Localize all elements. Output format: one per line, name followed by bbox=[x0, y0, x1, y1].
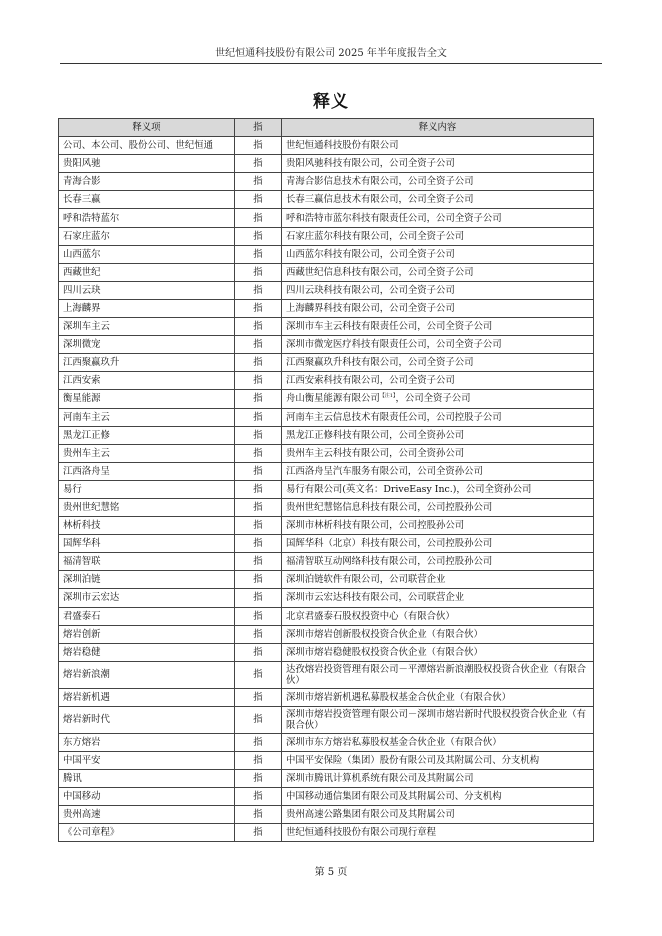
table-row bbox=[59, 661, 594, 688]
refer-cell: 指 bbox=[235, 281, 282, 299]
table-row bbox=[59, 426, 594, 444]
table-row bbox=[59, 372, 594, 390]
refer-cell: 指 bbox=[235, 788, 282, 806]
refer-cell: 指 bbox=[235, 390, 282, 408]
glossary-table bbox=[58, 118, 594, 842]
table-row bbox=[59, 788, 594, 806]
refer-cell: 指 bbox=[235, 173, 282, 191]
description-cell: 黑龙江正修科技有限公司，公司全资孙公司 bbox=[282, 426, 594, 444]
refer-cell: 指 bbox=[235, 806, 282, 824]
description-cell: 石家庄蓝尔科技有限公司，公司全资子公司 bbox=[282, 227, 594, 245]
table-row bbox=[59, 299, 594, 317]
refer-cell: 指 bbox=[235, 318, 282, 336]
term-cell: 深圳车主云 bbox=[59, 318, 235, 336]
table-row bbox=[59, 245, 594, 263]
table-row bbox=[59, 688, 594, 706]
table-row bbox=[59, 408, 594, 426]
table-row bbox=[59, 155, 594, 173]
table-row bbox=[59, 354, 594, 372]
table-row bbox=[59, 770, 594, 788]
description-cell: 深圳市微宠医疗科技有限责任公司，公司全资子公司 bbox=[282, 336, 594, 354]
description-cell: 贵阳风驰科技有限公司，公司全资子公司 bbox=[282, 155, 594, 173]
description-cell: 西藏世纪信息科技有限公司，公司全资子公司 bbox=[282, 263, 594, 281]
description-cell: 贵州世纪慧铭信息科技有限公司，公司控股孙公司 bbox=[282, 498, 594, 516]
refer-cell: 指 bbox=[235, 498, 282, 516]
refer-cell: 指 bbox=[235, 354, 282, 372]
column-header-term: 释义项 bbox=[59, 119, 235, 137]
refer-cell: 指 bbox=[235, 770, 282, 788]
term-cell: 易行 bbox=[59, 480, 235, 498]
refer-cell: 指 bbox=[235, 137, 282, 155]
description-cell: 国辉华科（北京）科技有限公司，公司控股孙公司 bbox=[282, 535, 594, 553]
column-header-desc: 释义内容 bbox=[282, 119, 594, 137]
description-cell: 北京君盛泰石股权投资中心（有限合伙） bbox=[282, 607, 594, 625]
refer-cell: 指 bbox=[235, 571, 282, 589]
table-row bbox=[59, 498, 594, 516]
term-cell: 腾讯 bbox=[59, 770, 235, 788]
description-cell: 易行有限公司(英文名：DriveEasy Inc.)，公司全资孙公司 bbox=[282, 480, 594, 498]
table-row bbox=[59, 607, 594, 625]
term-cell: 熔岩新时代 bbox=[59, 706, 235, 733]
term-cell: 上海麟界 bbox=[59, 299, 235, 317]
table-row bbox=[59, 553, 594, 571]
term-cell: 深圳泊链 bbox=[59, 571, 235, 589]
table-row bbox=[59, 336, 594, 354]
term-cell: 福清智联 bbox=[59, 553, 235, 571]
term-cell: 山西蓝尔 bbox=[59, 245, 235, 263]
table-row bbox=[59, 517, 594, 535]
term-cell: 林析科技 bbox=[59, 517, 235, 535]
table-row bbox=[59, 733, 594, 751]
refer-cell: 指 bbox=[235, 706, 282, 733]
description-cell: 河南车主云信息技术有限责任公司，公司控股子公司 bbox=[282, 408, 594, 426]
refer-cell: 指 bbox=[235, 372, 282, 390]
term-cell: 深圳微宠 bbox=[59, 336, 235, 354]
term-cell: 黑龙江正修 bbox=[59, 426, 235, 444]
description-text: 舟山衡星能源有限公司 bbox=[286, 393, 380, 405]
description-cell: 福清智联互动网络科技有限公司，公司控股孙公司 bbox=[282, 553, 594, 571]
term-cell: 石家庄蓝尔 bbox=[59, 227, 235, 245]
refer-cell: 指 bbox=[235, 752, 282, 770]
running-header: 世纪恒通科技股份有限公司 2025 年半年度报告全文 bbox=[215, 48, 447, 59]
description-cell: 深圳市云宏达科技有限公司，公司联营企业 bbox=[282, 589, 594, 607]
description-cell: 江西洛舟呈汽车服务有限公司，公司全资孙公司 bbox=[282, 462, 594, 480]
table-header-row bbox=[59, 119, 594, 137]
term-cell: 中国平安 bbox=[59, 752, 235, 770]
description-cell: 上海麟界科技有限公司，公司全资子公司 bbox=[282, 299, 594, 317]
term-cell: 西藏世纪 bbox=[59, 263, 235, 281]
term-cell: 青海合影 bbox=[59, 173, 235, 191]
term-cell: 《公司章程》 bbox=[59, 824, 235, 842]
description-cell: 深圳市腾讯计算机系统有限公司及其附属公司 bbox=[282, 770, 594, 788]
description-cell: 山西蓝尔科技有限公司，公司全资子公司 bbox=[282, 245, 594, 263]
description-cell: 青海合影信息技术有限公司，公司全资子公司 bbox=[282, 173, 594, 191]
table-row bbox=[59, 535, 594, 553]
term-cell: 呼和浩特蓝尔 bbox=[59, 209, 235, 227]
description-cell: 江西聚赢玖升科技有限公司，公司全资子公司 bbox=[282, 354, 594, 372]
refer-cell: 指 bbox=[235, 553, 282, 571]
table-row bbox=[59, 263, 594, 281]
table-row bbox=[59, 806, 594, 824]
term-cell: 贵州世纪慧铭 bbox=[59, 498, 235, 516]
refer-cell: 指 bbox=[235, 733, 282, 751]
description-cell: 世纪恒通科技股份有限公司现行章程 bbox=[282, 824, 594, 842]
table-row bbox=[59, 571, 594, 589]
description-cell: 深圳市林析科技有限公司，公司控股孙公司 bbox=[282, 517, 594, 535]
description-tail: ，公司全资子公司 bbox=[395, 393, 471, 405]
table-row bbox=[59, 752, 594, 770]
term-cell: 贵阳风驰 bbox=[59, 155, 235, 173]
table-row bbox=[59, 643, 594, 661]
description-cell: 达孜熔岩投资管理有限公司－平潭熔岩新浪潮股权投资合伙企业（有限合伙） bbox=[282, 661, 594, 688]
table-row bbox=[59, 227, 594, 245]
table-row bbox=[59, 173, 594, 191]
glossary-body bbox=[59, 137, 594, 842]
refer-cell: 指 bbox=[235, 480, 282, 498]
refer-cell: 指 bbox=[235, 263, 282, 281]
term-cell: 江西安索 bbox=[59, 372, 235, 390]
header-rule bbox=[60, 63, 602, 64]
description-cell: 长春三赢信息技术有限公司，公司全资子公司 bbox=[282, 191, 594, 209]
table-row bbox=[59, 824, 594, 842]
term-cell: 中国移动 bbox=[59, 788, 235, 806]
term-cell: 熔岩创新 bbox=[59, 625, 235, 643]
description-cell: 中国移动通信集团有限公司及其附属公司、分支机构 bbox=[282, 788, 594, 806]
refer-cell: 指 bbox=[235, 589, 282, 607]
term-cell: 君盛泰石 bbox=[59, 607, 235, 625]
refer-cell: 指 bbox=[235, 661, 282, 688]
table-row bbox=[59, 706, 594, 733]
description-cell: 深圳市熔岩创新股权投资合伙企业（有限合伙） bbox=[282, 625, 594, 643]
table-row bbox=[59, 318, 594, 336]
table-row bbox=[59, 589, 594, 607]
description-cell: 深圳市熔岩投资管理有限公司－深圳市熔岩新时代股权投资合伙企业（有限合伙） bbox=[282, 706, 594, 733]
description-cell: 深圳市熔岩稳健股权投资合伙企业（有限合伙） bbox=[282, 643, 594, 661]
table-row bbox=[59, 480, 594, 498]
description-cell: 深圳市车主云科技有限责任公司，公司全资子公司 bbox=[282, 318, 594, 336]
term-cell: 贵州高速 bbox=[59, 806, 235, 824]
table-row bbox=[59, 209, 594, 227]
description-cell: 中国平安保险（集团）股份有限公司及其附属公司、分支机构 bbox=[282, 752, 594, 770]
term-cell: 熔岩稳健 bbox=[59, 643, 235, 661]
table-row bbox=[59, 281, 594, 299]
table-row bbox=[59, 390, 594, 408]
description-cell: 深圳市东方熔岩私募股权基金合伙企业（有限合伙） bbox=[282, 733, 594, 751]
refer-cell: 指 bbox=[235, 426, 282, 444]
refer-cell: 指 bbox=[235, 227, 282, 245]
term-cell: 贵州车主云 bbox=[59, 444, 235, 462]
footnote-marker: 【注1】 bbox=[379, 393, 396, 400]
description-cell: 四川云玦科技有限公司，公司全资子公司 bbox=[282, 281, 594, 299]
description-cell: 呼和浩特市蓝尔科技有限责任公司，公司全资子公司 bbox=[282, 209, 594, 227]
refer-cell: 指 bbox=[235, 824, 282, 842]
refer-cell: 指 bbox=[235, 336, 282, 354]
refer-cell: 指 bbox=[235, 444, 282, 462]
term-cell: 熔岩新机遇 bbox=[59, 688, 235, 706]
refer-cell: 指 bbox=[235, 517, 282, 535]
term-cell: 江西聚赢玖升 bbox=[59, 354, 235, 372]
term-cell: 四川云玦 bbox=[59, 281, 235, 299]
term-cell: 江西洛舟呈 bbox=[59, 462, 235, 480]
table-row bbox=[59, 191, 594, 209]
description-cell: 深圳泊链软件有限公司，公司联营企业 bbox=[282, 571, 594, 589]
refer-cell: 指 bbox=[235, 607, 282, 625]
term-cell: 衡星能源 bbox=[59, 390, 235, 408]
description-cell: 深圳市熔岩新机遇私募股权基金合伙企业（有限合伙） bbox=[282, 688, 594, 706]
table-row bbox=[59, 444, 594, 462]
refer-cell: 指 bbox=[235, 191, 282, 209]
table-row bbox=[59, 625, 594, 643]
refer-cell: 指 bbox=[235, 209, 282, 227]
page-title: 释义 bbox=[313, 92, 349, 112]
term-cell: 东方熔岩 bbox=[59, 733, 235, 751]
refer-cell: 指 bbox=[235, 688, 282, 706]
refer-cell: 指 bbox=[235, 408, 282, 426]
term-cell: 河南车主云 bbox=[59, 408, 235, 426]
refer-cell: 指 bbox=[235, 299, 282, 317]
page-number: 第 5 页 bbox=[314, 867, 348, 878]
description-cell: 世纪恒通科技股份有限公司 bbox=[282, 137, 594, 155]
column-header-refer: 指 bbox=[235, 119, 282, 137]
refer-cell: 指 bbox=[235, 535, 282, 553]
table-row bbox=[59, 462, 594, 480]
refer-cell: 指 bbox=[235, 625, 282, 643]
table-row bbox=[59, 137, 594, 155]
refer-cell: 指 bbox=[235, 155, 282, 173]
description-cell: 贵州车主云科技有限公司，公司全资孙公司 bbox=[282, 444, 594, 462]
refer-cell: 指 bbox=[235, 462, 282, 480]
term-cell: 国辉华科 bbox=[59, 535, 235, 553]
term-cell: 长春三赢 bbox=[59, 191, 235, 209]
description-cell: 贵州高速公路集团有限公司及其附属公司 bbox=[282, 806, 594, 824]
term-cell: 公司、本公司、股份公司、世纪恒通 bbox=[59, 137, 235, 155]
refer-cell: 指 bbox=[235, 643, 282, 661]
term-cell: 深圳市云宏达 bbox=[59, 589, 235, 607]
description-cell: 江西安索科技有限公司，公司全资子公司 bbox=[282, 372, 594, 390]
description-cell bbox=[282, 390, 594, 408]
refer-cell: 指 bbox=[235, 245, 282, 263]
term-cell: 熔岩新浪潮 bbox=[59, 661, 235, 688]
